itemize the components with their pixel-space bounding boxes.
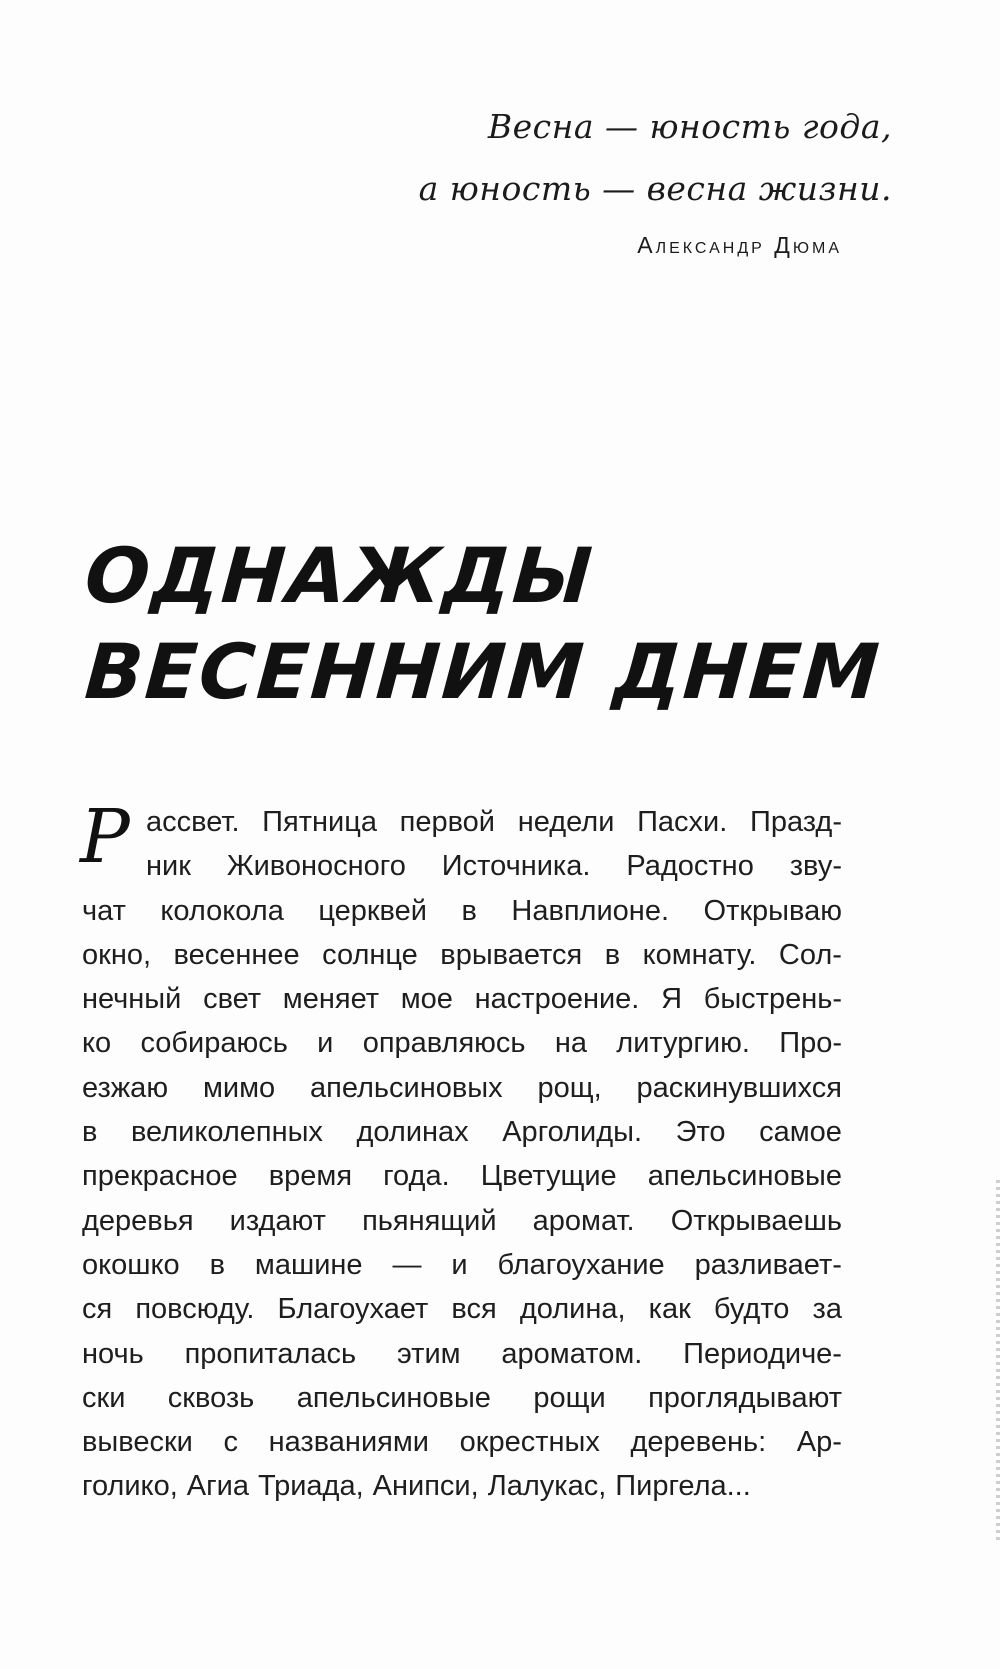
word: Источника. bbox=[441, 850, 591, 883]
word: Агиа bbox=[186, 1470, 250, 1503]
word: самое bbox=[759, 1116, 842, 1149]
word: прекрасное bbox=[82, 1160, 238, 1193]
word: Навплионе. bbox=[511, 894, 670, 927]
epigraph-line-2: а юность — весна жизни. bbox=[418, 169, 892, 208]
word: Празд- bbox=[749, 806, 842, 838]
word: быстрень- bbox=[703, 983, 842, 1016]
word: настроение. bbox=[474, 983, 640, 1016]
epigraph-author: Александр Дюма bbox=[637, 232, 842, 258]
word: солнце bbox=[322, 938, 418, 971]
word: ник bbox=[146, 850, 191, 883]
word: машине bbox=[254, 1248, 363, 1281]
word: оправляюсь bbox=[362, 1027, 526, 1060]
word: первой bbox=[399, 806, 496, 838]
word: Пятница bbox=[262, 806, 377, 838]
drop-cap: Р bbox=[80, 794, 130, 880]
word: мое bbox=[400, 983, 453, 1016]
word: Открываешь bbox=[670, 1204, 842, 1237]
word: Триада, bbox=[258, 1470, 364, 1503]
text-line bbox=[82, 1332, 842, 1376]
word: окрестных bbox=[459, 1426, 600, 1459]
word: великолепных bbox=[130, 1116, 323, 1149]
word: свет bbox=[203, 983, 262, 1016]
word: Цветущие bbox=[480, 1160, 617, 1193]
text-line bbox=[82, 977, 842, 1021]
epigraph bbox=[419, 96, 892, 259]
word: время bbox=[268, 1160, 353, 1193]
chapter-title-line-2: ВЕСЕННИМ ДНЕМ bbox=[82, 627, 884, 716]
word: Я bbox=[661, 983, 683, 1016]
word: рощ, bbox=[537, 1071, 602, 1104]
word: Благоухает bbox=[277, 1293, 429, 1326]
word: меняет bbox=[282, 983, 380, 1016]
word: — bbox=[392, 1248, 422, 1281]
text-line bbox=[82, 933, 842, 977]
word: церквей bbox=[318, 894, 427, 927]
word: аромат. bbox=[532, 1204, 635, 1237]
word: сквозь bbox=[167, 1381, 255, 1414]
word: Периодиче- bbox=[683, 1337, 842, 1370]
text-line bbox=[82, 800, 842, 844]
text-line bbox=[82, 1021, 842, 1065]
text-line bbox=[82, 1420, 842, 1464]
word: в bbox=[604, 938, 621, 971]
word: комнату. bbox=[642, 938, 757, 971]
word: проглядывают bbox=[648, 1381, 842, 1414]
word: Ар- bbox=[796, 1426, 842, 1459]
word: ночь bbox=[82, 1337, 144, 1370]
word: врывается bbox=[440, 938, 583, 971]
word: в bbox=[461, 894, 477, 927]
word: рощи bbox=[533, 1381, 606, 1414]
word: долинах bbox=[356, 1116, 469, 1149]
word: ароматом. bbox=[501, 1337, 643, 1370]
word: окно, bbox=[82, 938, 152, 971]
text-line bbox=[82, 1066, 842, 1110]
body-text bbox=[80, 794, 842, 1509]
word: издают bbox=[229, 1204, 326, 1237]
word: Арголиды. bbox=[502, 1116, 643, 1149]
word: колокола bbox=[160, 894, 284, 927]
word: деревень: bbox=[630, 1426, 767, 1459]
word: Про- bbox=[779, 1027, 842, 1060]
word: повсюду. bbox=[135, 1293, 255, 1326]
word: Анипси, bbox=[372, 1470, 479, 1503]
word: Сол- bbox=[778, 938, 842, 971]
word: ко bbox=[82, 1027, 112, 1060]
page-edge-mark bbox=[996, 1180, 1000, 1540]
word: апельсиновых bbox=[310, 1071, 503, 1104]
chapter-title-line-1: ОДНАЖДЫ bbox=[82, 531, 597, 620]
word: этим bbox=[397, 1337, 461, 1370]
word: ски bbox=[82, 1381, 126, 1414]
word: весеннее bbox=[173, 938, 300, 971]
word: нечный bbox=[82, 983, 182, 1016]
word: вывески bbox=[82, 1426, 193, 1459]
word: с bbox=[223, 1426, 238, 1459]
word: раскинувшихся bbox=[636, 1071, 842, 1104]
word: пьянящий bbox=[362, 1204, 497, 1237]
word: в bbox=[82, 1116, 98, 1149]
text-line bbox=[82, 1199, 842, 1243]
text-line bbox=[82, 889, 842, 933]
word: долина, bbox=[519, 1293, 626, 1326]
paragraph bbox=[82, 800, 842, 1509]
word: года. bbox=[383, 1160, 450, 1193]
word: окошко bbox=[82, 1248, 180, 1281]
text-line bbox=[82, 1464, 842, 1508]
word: и bbox=[451, 1248, 468, 1281]
word: Пиргела... bbox=[615, 1470, 751, 1503]
chapter-title bbox=[82, 528, 884, 720]
word: названиями bbox=[268, 1426, 429, 1459]
text-line bbox=[82, 1243, 842, 1287]
word: в bbox=[209, 1248, 225, 1281]
word: зву- bbox=[789, 850, 842, 883]
word: разливает- bbox=[694, 1248, 842, 1281]
word: благоухание bbox=[497, 1248, 665, 1281]
word: Это bbox=[675, 1116, 726, 1149]
word: Радостно bbox=[626, 850, 754, 883]
word: ся bbox=[82, 1293, 113, 1326]
text-line bbox=[82, 1110, 842, 1154]
word: за bbox=[812, 1293, 842, 1326]
word: апельсиновые bbox=[647, 1160, 842, 1193]
word: апельсиновые bbox=[296, 1381, 491, 1414]
word: Живоносного bbox=[226, 850, 406, 883]
word: ассвет. bbox=[146, 806, 240, 838]
text-line bbox=[82, 1154, 842, 1198]
word: и bbox=[317, 1027, 334, 1060]
word: как bbox=[648, 1293, 691, 1326]
word: Лалукас, bbox=[487, 1470, 607, 1503]
text-line bbox=[82, 1376, 842, 1420]
word: пропиталась bbox=[184, 1337, 357, 1370]
word: голико, bbox=[82, 1470, 178, 1503]
word: вся bbox=[451, 1293, 497, 1326]
word: на bbox=[554, 1027, 587, 1060]
word: недели bbox=[517, 806, 615, 838]
text-line bbox=[82, 844, 842, 888]
word: литургию. bbox=[616, 1027, 750, 1060]
word: Открываю bbox=[703, 894, 842, 927]
word: Пасхи. bbox=[637, 806, 728, 838]
word: деревья bbox=[82, 1204, 194, 1237]
word: чат bbox=[82, 894, 126, 927]
word: собираюсь bbox=[140, 1027, 288, 1060]
text-line bbox=[82, 1287, 842, 1331]
word: будто bbox=[713, 1293, 790, 1326]
epigraph-line-1: Весна — юность года, bbox=[487, 107, 892, 146]
word: мимо bbox=[202, 1071, 276, 1104]
word: езжаю bbox=[82, 1071, 169, 1104]
